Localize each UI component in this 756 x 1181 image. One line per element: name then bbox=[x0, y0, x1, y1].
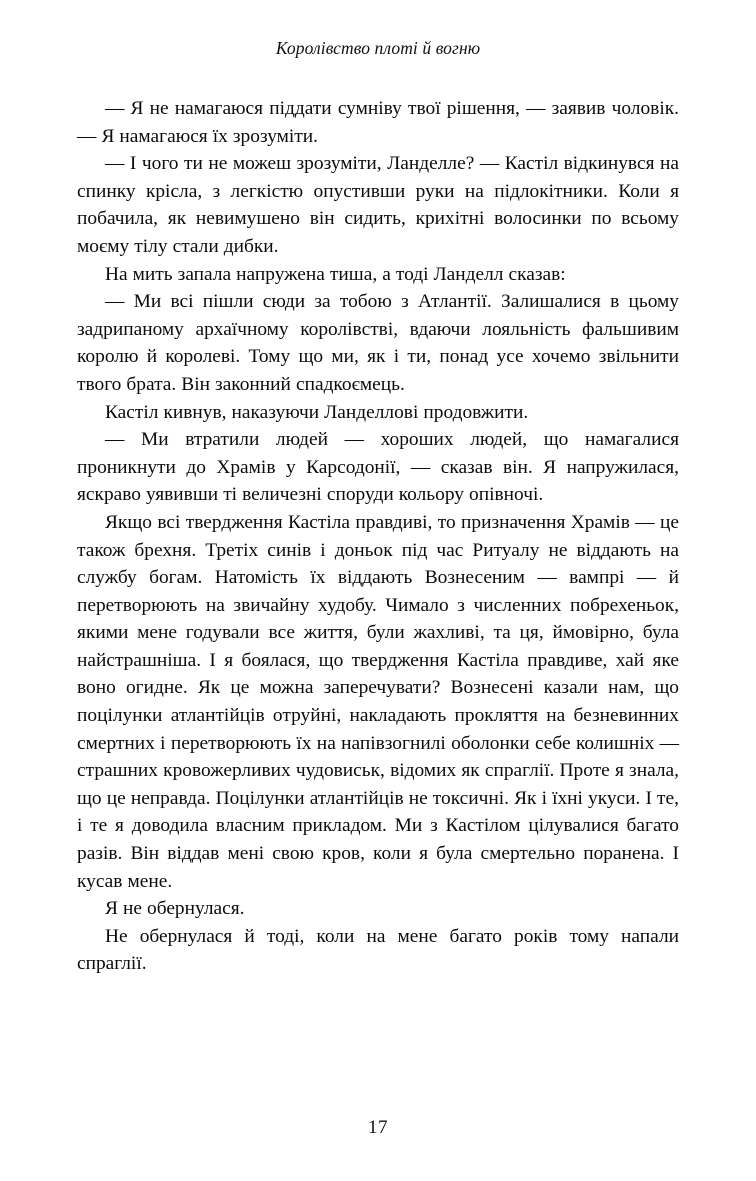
running-header: Королівство плоті й вогню bbox=[275, 38, 481, 58]
paragraph: Кастіл кивнув, наказуючи Ланделлові продовжити. bbox=[105, 401, 529, 423]
paragraph: На мить запала напружена тиша, а тоді Ланделл сказав: bbox=[105, 263, 566, 285]
paragraph: — Ми всі пішли сюди за тобою з Атлантії. Залишалися в цьому задрипаному архаїчному королівстві, вдаючи лояльність фальшивим королю й королеві. Тому що ми, як і ти, понад усе хочемо звільнити твого брата. Він законний спадкоємець. bbox=[77, 291, 679, 395]
paragraph: Не обернулася й тоді, коли на мене багато років тому напали спраглії. bbox=[77, 925, 679, 975]
paragraph: — Я не намагаюся піддати сумніву твої рішення, — заявив чоловік. — Я намагаюся їх зрозуміти. bbox=[77, 98, 679, 147]
paragraph: Я не обернулася. bbox=[105, 898, 245, 920]
page-number: 17 bbox=[368, 1117, 388, 1138]
paragraph: — Ми втратили людей — хороших людей, що намагалися проникнути до Храмів у Карсодонії, — сказав він. Я напружилася, яскраво уявивши ті величезні споруди кольору опівночі. bbox=[77, 429, 679, 506]
paragraph: Якщо всі твердження Кастіла правдиві, то призначення Храмів — це також брехня. Третіх синів і доньок під час Ритуалу не віддають на службу богам. Натомість їх віддають Вознесеним — вампрі — й перетворюють на звичайну худобу. Чимало з численних побрехеньок, якими мене годували все життя, були жахливі, та ця, ймовірно, була найстрашніша. І я боялася, що твердження Кастіла правдиве, хай яке воно огидне. Як це можна заперечувати? Вознесені казали нам, що поцілунки атлантійців отруйні, накладають прокляття на безневинних смертних і перетворюють їх на напівзогнилі оболонки себе колишніх — страшних кровожерливих чудовиськ, відомих як спраглії. Проте я знала, що це неправда. Поцілунки атлантійців не токсичні. Як і їхні укуси. І те, і те я доводила власним прикладом. Ми з Кастілом цілувалися багато разів. Він віддав мені свою кров, коли я була смертельно поранена. І кусав мене. bbox=[77, 511, 679, 892]
paragraph: — І чого ти не можеш зрозуміти, Ланделле? — Кастіл відкинувся на спинку крісла, з легкістю опустивши руки на підлокітники. Коли я побачила, як невимушено він сидить, крихітні волосинки по всьому моєму тілу стали дибки. bbox=[77, 153, 679, 257]
body-text-block bbox=[77, 95, 679, 978]
